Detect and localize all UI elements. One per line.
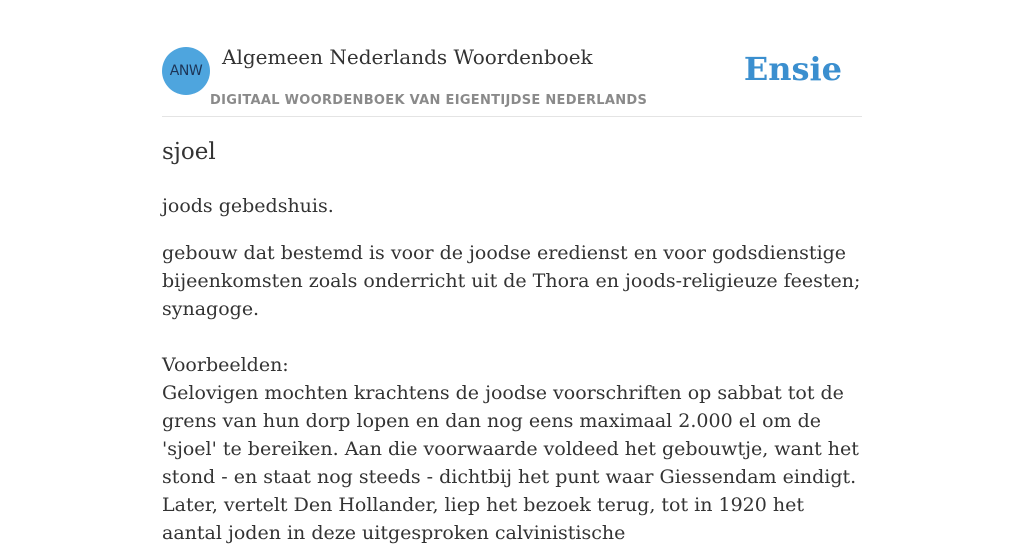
short-definition: joods gebedshuis. [162, 195, 334, 217]
logo-text: ANW [169, 63, 203, 79]
site-title[interactable]: Algemeen Nederlands Woordenboek [222, 45, 593, 69]
site-header [162, 0, 862, 117]
anw-logo[interactable] [162, 47, 210, 95]
ensie-brand-link[interactable]: Ensie [743, 50, 842, 88]
examples-label: Voorbeelden: [162, 354, 289, 376]
site-subtitle: DIGITAAL WOORDENBOEK VAN EIGENTIJDSE NEDERLANDS [210, 93, 648, 108]
example-text: Gelovigen mochten krachtens de joodse voorschriften op sabbat tot de grens van hun dorp lopen en dan nog eens maximaal 2.000 el om de 'sjoel' te bereiken. Aan die voorwaarde voldeed het gebouwtje, want het stond - en staat nog steeds - dichtbij het punt waar Giessendam eindigt. Later, vertelt Den Hollander, liep het bezoek terug, tot in 1920 het aantal joden in deze uitgesproken calvinistische [162, 382, 859, 544]
entry-content [162, 192, 862, 547]
entry-word: sjoel [162, 139, 216, 165]
definition: gebouw dat bestemd is voor de joodse eredienst en voor godsdienstige bijeenkomsten zoals onderricht uit de Thora en joods-religieuze feesten; synagoge. [162, 242, 861, 320]
